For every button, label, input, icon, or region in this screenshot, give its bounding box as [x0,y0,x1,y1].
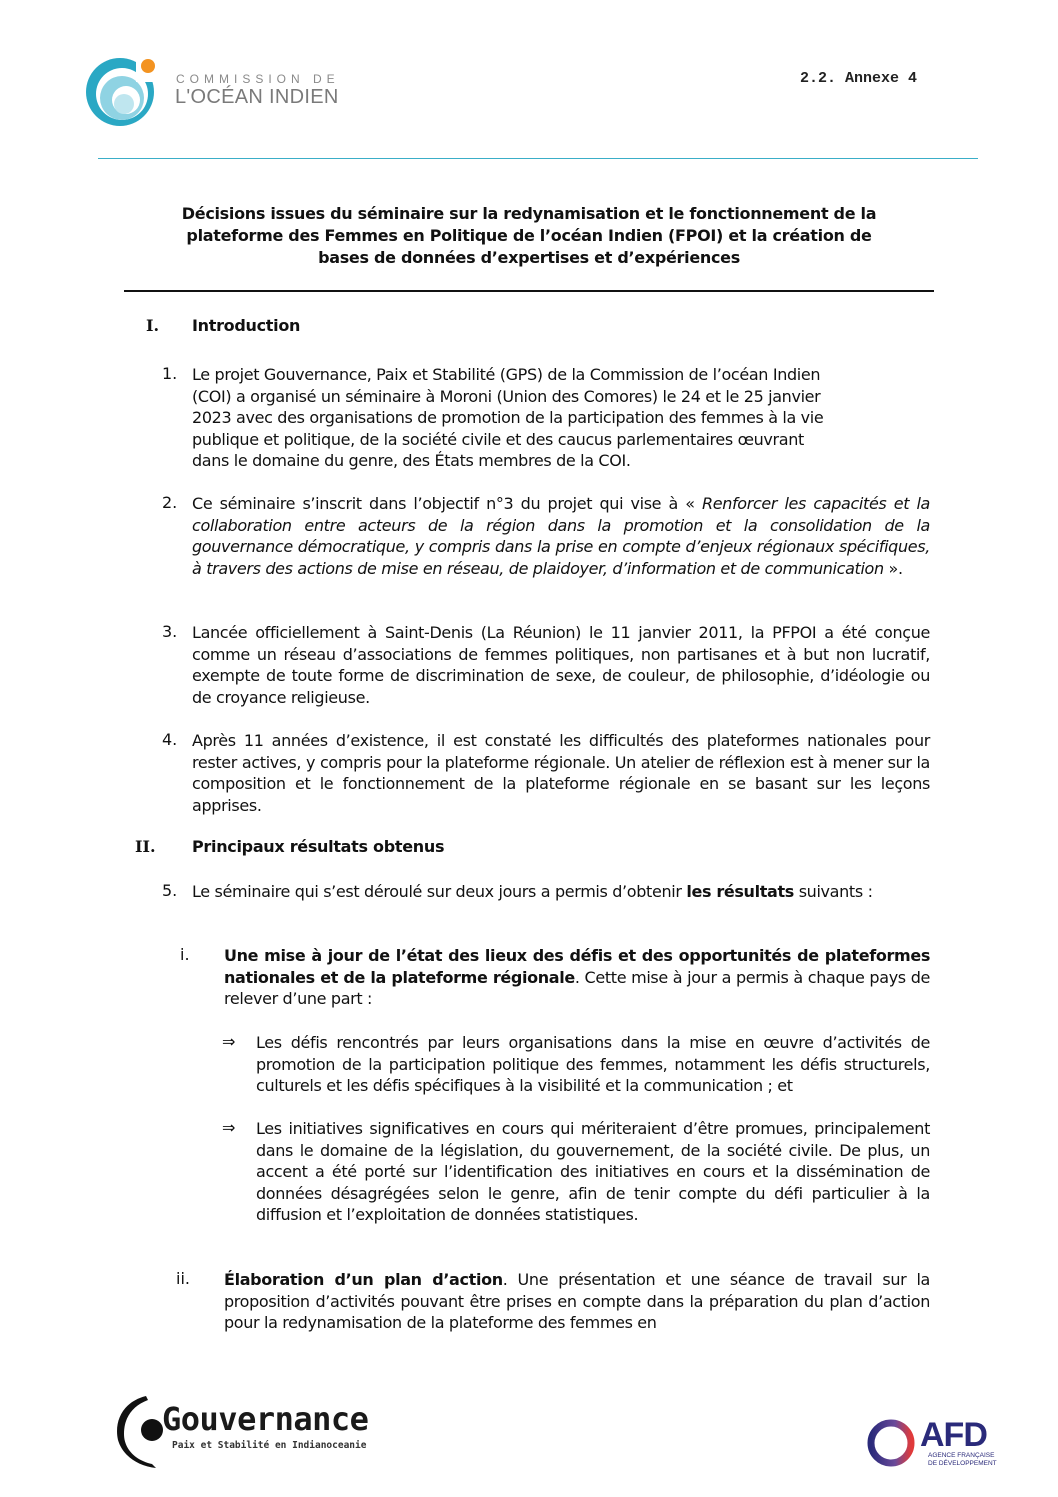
paragraph-number: 3. [162,622,178,641]
subitem-ii [224,1269,930,1334]
bullet-item: Les défis rencontrés par leurs organisations dans la mise en œuvre d’activités de promotion de la participation politique des femmes, notamment les défis structurels, culturels et les défis spécifiques à la visibilité et la communication ; et [256,1033,930,1096]
org-name-line2: L'OCÉAN INDIEN [175,86,339,108]
para-intro: Ce séminaire s’inscrit dans l’objectif n°3 du projet qui vise à « [192,494,702,513]
annex-label: 2.2. Annexe 4 [800,70,918,87]
afd-subtitle-line-1: AGENCE FRANÇAISE [928,1452,995,1459]
gouvernance-title: Gouvernance [162,1400,369,1438]
gouvernance-subtitle: Paix et Stabilité en Indianoceanie [172,1440,367,1451]
afd-subtitle [928,1452,997,1468]
title-divider [124,290,934,292]
afd-subtitle-line-2: DE DÉVELOPPEMENT [928,1460,997,1467]
title-line-3: bases de données d’expertises et d’expériences [318,248,740,267]
para-line: publique et politique, de la société civile et des caucus parlementaires œuvrant [192,429,804,449]
paragraph-2 [192,493,930,579]
para-line: dans le domaine du genre, des États membres de la COI. [192,451,631,471]
bullet-item: Les initiatives significatives en cours qui mériteraient d’être promues, principalement dans le domaine de la législation, du gouvernement, de la société civile. De plus, un accent a été porté sur l’identification des initiatives en cours et la dissémination de données désagrégées selon le genre, afin de tenir compte du défi particulier à la diffusion et l’exploitation de données statistiques. [256,1119,930,1225]
paragraph-number: 1. [162,364,178,383]
paragraph-number: 2. [162,493,178,512]
subitem-text: . Une présentation et une séance de travail sur la proposition d’activités pouvant être prises en compte dans la préparation du plan d’action pour la redynamisation de la plateforme des femmes en [224,1270,930,1333]
paragraph-5 [192,881,930,903]
afd-title: AFD [920,1416,987,1454]
paragraph-4: Après 11 années d’existence, il est constaté les difficultés des plateformes nationales pour rester actives, y compris pour la plateforme régionale. Un atelier de réflexion est à mener sur la composition et le fonctionnement de la plateforme régionale en se basant sur les leçons apprises. [192,731,930,815]
para-line: (COI) a organisé un séminaire à Moroni (Union des Comores) le 24 et le 25 janvier [192,386,821,406]
title-line-1: Décisions issues du séminaire sur la redynamisation et le fonctionnement de la [181,204,877,223]
document-title [120,203,938,269]
header-divider [98,158,978,159]
arrow-bullet-icon: ⇒ [222,1032,236,1051]
para-line: Le projet Gouvernance, Paix et Stabilité (GPS) de la Commission de l’océan Indien [192,365,821,384]
para-text: Le séminaire qui s’est déroulé sur deux jours a permis d’obtenir [192,882,687,901]
para-bold: les résultats [686,882,794,901]
section-title: Principaux résultats obtenus [192,837,445,856]
section-number: I. [146,316,160,335]
paragraph-1 [192,364,930,472]
subitem-i [224,945,930,1010]
paragraph-3: Lancée officiellement à Saint-Denis (La Réunion) le 11 janvier 2011, la PFPOI a été conçue comme un réseau d’associations de femmes politiques, non partisanes et à but non lucratif, exempte de toute forme de discrimination de sexe, de couleur, de philosophie, d’idéologie ou de croyance religieuse. [192,623,930,707]
para-line: 2023 avec des organisations de promotion de la participation des femmes à la vie [192,408,824,428]
paragraph-number: 5. [162,881,178,900]
subitem-bold: Élaboration d’un plan d’action [224,1270,503,1289]
subitem-number: i. [180,945,190,964]
coi-logo-icon [82,50,162,130]
subitem-bold: Une mise à jour de l’état des lieux des défis et des opportunités de plateformes nationales et de la plateforme régionale [224,946,930,987]
title-line-2: plateforme des Femmes en Politique de l’océan Indien (FPOI) et la création de [186,226,872,245]
para-text: suivants : [793,882,873,901]
subitem-number: ii. [176,1269,190,1288]
section-number: II. [135,837,156,856]
section-title: Introduction [192,316,301,335]
org-name-line1: COMMISSION DE [176,72,340,86]
paragraph-number: 4. [162,730,178,749]
arrow-bullet-icon: ⇒ [222,1118,236,1137]
afd-ring-icon [866,1418,916,1468]
para-outro: ». [883,558,903,578]
subitem-text: . Cette mise à jour a permis à chaque pays de relever d’une part : [224,967,930,1009]
objective-quote: Renforcer les capacités et la collaboration entre acteurs de la région dans la promotion et la consolidation de la gouvernance démocratique, y compris dans la prise en compte d’enjeux régionaux spécifiques, à travers des actions de mise en réseau, de plaidoyer, d’information et de communication [192,494,930,578]
